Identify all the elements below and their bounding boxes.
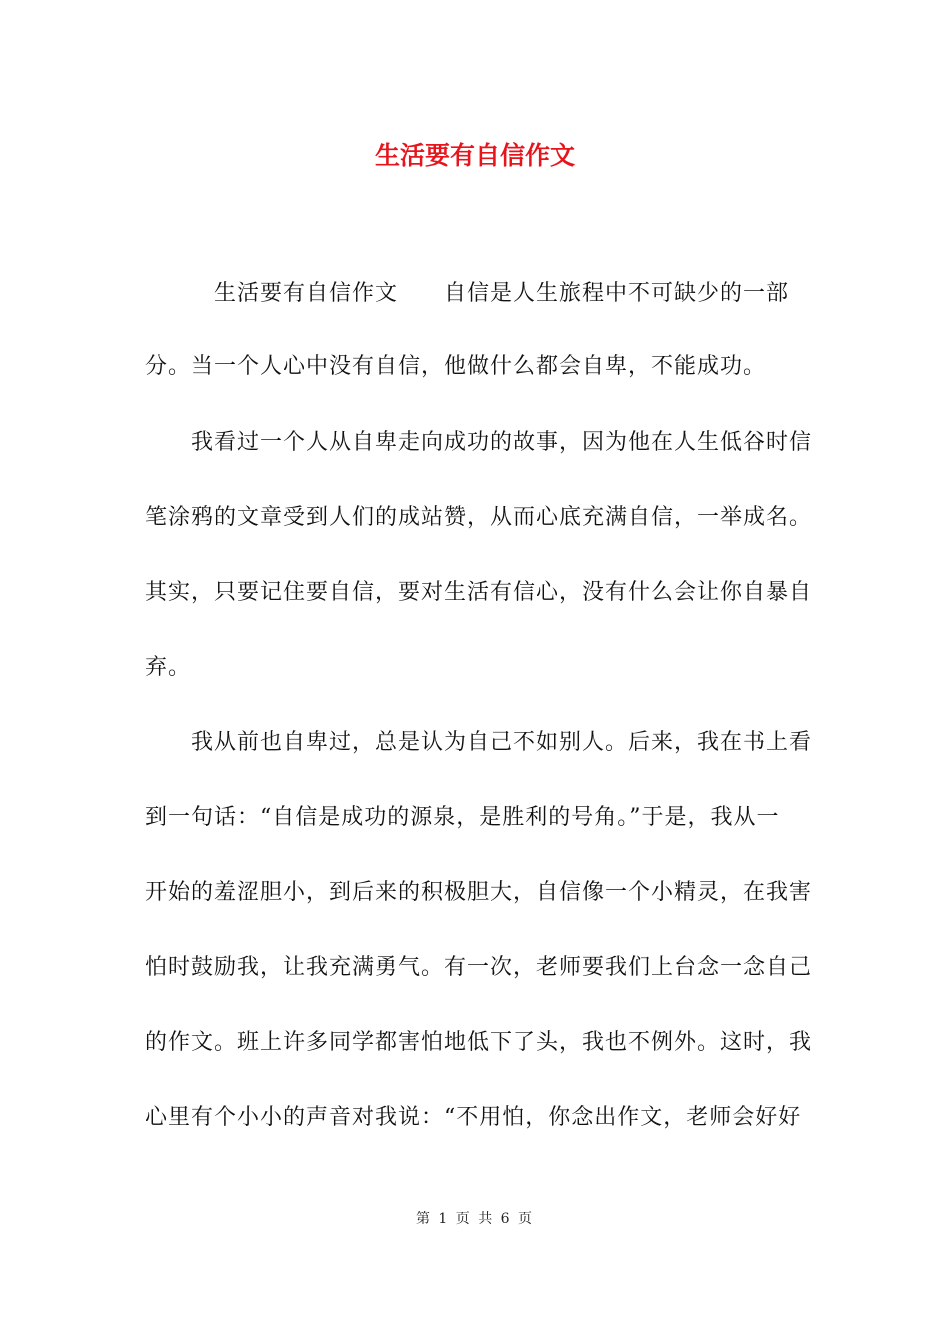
text-line-9: 开始的羞涩胆小，到后来的积极胆大，自信像一个小精灵，在我害 <box>145 880 813 905</box>
text-line-5: 其实，只要记住要自信，要对生活有信心，没有什么会让你自暴自 <box>145 580 813 605</box>
text-line-8: 到一句话：“自信是成功的源泉，是胜利的号角。”于是，我从一 <box>145 805 780 830</box>
page-number-footer: 第 1 页 共 6 页 <box>415 1211 535 1227</box>
text-line-11: 的作文。班上许多同学都害怕地低下了头，我也不例外。这时，我 <box>145 1030 813 1055</box>
text-line-6: 弃。 <box>145 655 192 680</box>
text-line-4: 笔涂鸦的文章受到人们的成站赞，从而心底充满自信，一举成名。 <box>145 505 813 530</box>
text-line-10: 怕时鼓励我，让我充满勇气。有一次，老师要我们上台念一念自己 <box>145 955 813 980</box>
text-line-1: 生活要有自信作文 自信是人生旅程中不可缺少的一部 <box>145 281 790 306</box>
text-line-12: 心里有个小小的声音对我说：“不用怕，你念出作文，老师会好好 <box>145 1105 802 1130</box>
document-title: 生活要有自信作文 <box>374 141 575 170</box>
text-line-3: 我看过一个人从自卑走向成功的故事，因为他在人生低谷时信 <box>145 430 813 455</box>
text-line-2: 分。当一个人心中没有自信，他做什么都会自卑，不能成功。 <box>145 354 767 379</box>
text-line-7: 我从前也自卑过，总是认为自己不如别人。后来，我在书上看 <box>145 730 813 755</box>
